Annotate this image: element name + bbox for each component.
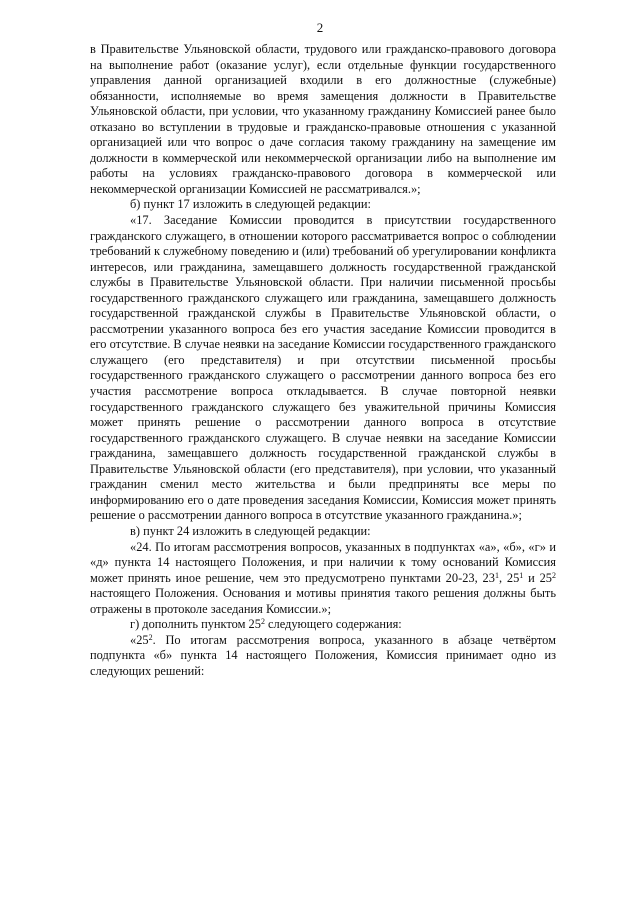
text-run: б) пункт 17 изложить в следующей редакции: bbox=[130, 197, 371, 212]
paragraph-6 bbox=[90, 617, 556, 633]
text-run: «17. Заседание Комиссии проводится в присутствии государственного гражданского служащего, в отношении которого рассматривается вопрос о соблюдении требований к служебному поведению и (или) требований об урегулировании конфликта интересов, или гражданина, замещавшего должность государственной гражданской службы в Правительстве Ульяновской области. При наличии письменной просьбы государственного гражданского служащего или гражданина, замещавшего должность государственной гражданской службы в Правительстве Ульяновской области, о рассмотрении указанного вопроса без его участия заседание Комиссии проводится в его отсутствие. В случае неявки на заседание Комиссии государственного гражданского служащего (его представителя) и при отсутствии письменной просьбы государственного гражданского служащего о рассмотрении данного вопроса без его участия рассмотрение вопроса откладывается. В случае повторной неявки государственного гражданского служащего без уважительной причины Комиссия может принять решение о рассмотрении данного вопроса в отсутствие государственного гражданского служащего. В случае неявки на заседание Комиссии гражданина, замещавшего должность государственной гражданской службы в Правительстве Ульяновской области (его представителя), при условии, что указанный гражданин сменил место жительства и были предприняты все меры по информированию его о дате проведения заседания Комиссии, Комиссия может принять решение о рассмотрении данного вопроса в отсутствие указанного гражданина.»; bbox=[90, 213, 556, 523]
text-run: настоящего Положения. Основания и мотивы принятия такого решения должны быть отражены в протоколе заседания Комиссии.»; bbox=[90, 586, 556, 616]
text-run: , 25 bbox=[498, 570, 520, 585]
paragraph-7 bbox=[90, 633, 556, 680]
paragraph-1 bbox=[90, 42, 556, 197]
text-run: . По итогам рассмотрения вопроса, указанного в абзаце четвёртом подпункта «б» пункта 14 настоящего Положения, Комиссия принимает одно из следующих решений: bbox=[90, 632, 556, 678]
superscript-index: 2 bbox=[260, 617, 265, 627]
text-run: «24. По итогам рассмотрения вопросов, указанных в подпунктах «а», «б», «г» и «д» пункта 14 настоящего Положения, и при наличии к тому оснований Комиссия может принять иное решение, чем это предусмотрено пунктами 20-23, 23 bbox=[90, 539, 556, 585]
page-number: 2 bbox=[316, 20, 324, 35]
text-run: следующего содержания: bbox=[264, 617, 402, 632]
document-body bbox=[90, 42, 556, 679]
superscript-index: 2 bbox=[148, 632, 153, 642]
text-run: «25 bbox=[130, 632, 149, 647]
text-run: г) дополнить пунктом 25 bbox=[130, 617, 261, 632]
text-run: и 25 bbox=[523, 570, 552, 585]
paragraph-3 bbox=[90, 213, 556, 524]
paragraph-4 bbox=[90, 524, 556, 540]
superscript-index: 1 bbox=[494, 570, 499, 580]
paragraph-2 bbox=[90, 197, 556, 213]
text-run: в) пункт 24 изложить в следующей редакции: bbox=[130, 523, 371, 538]
superscript-index: 2 bbox=[552, 570, 556, 580]
text-run: в Правительстве Ульяновской области, трудового или гражданско-правового договора на выполнение работ (оказание услуг), если отдельные функции государственного управления данной организацией входили в его должностные (служебные) обязанности, исполняемые во время замещения должности в Правительстве Ульяновской области, при условии, что указанному гражданину Комиссией ранее было отказано во вступлении в трудовые и гражданско-правовые отношения с указанной организацией или что вопрос о даче согласия такому гражданину на замещение им должности в коммерческой или некоммерческой организации либо на выполнение им работы на условиях гражданско-правового договора в коммерческой или некоммерческой организации Комиссией не рассматривался.»; bbox=[90, 42, 556, 196]
paragraph-5 bbox=[90, 540, 556, 618]
superscript-index: 1 bbox=[519, 570, 524, 580]
